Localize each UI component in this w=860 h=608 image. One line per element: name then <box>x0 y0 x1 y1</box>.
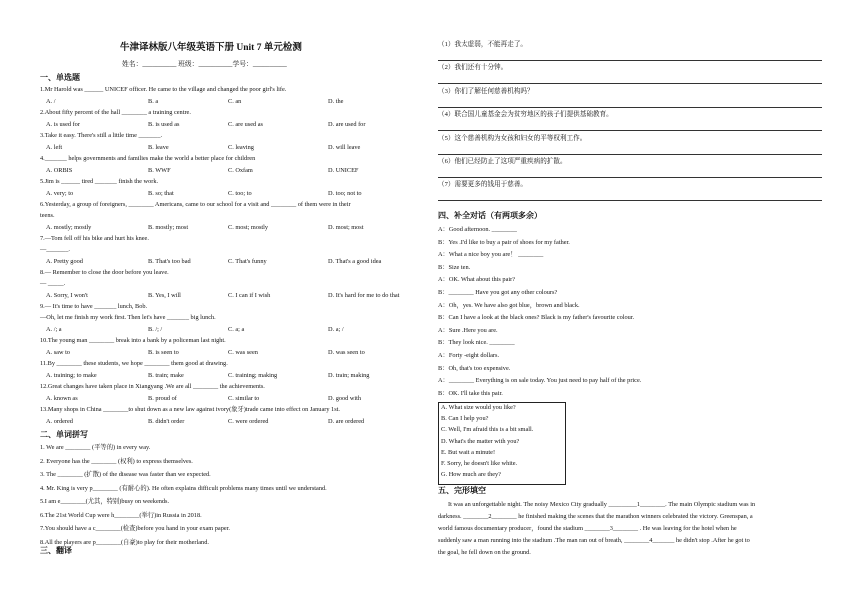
answer-option: D. will leave <box>328 144 361 151</box>
answer-option: A. known as <box>46 395 78 402</box>
question-text: 1.Mr Harold was ______ UNICEF officer. He came to the village and changed the poor girl's life. <box>40 86 287 93</box>
translation-item: （5）这个慈善机构为女孩和妇女的平等权利工作。 <box>438 134 587 142</box>
answer-option: C. are used as <box>228 121 263 128</box>
answer-option: C. I can if I wish <box>228 292 271 299</box>
answer-option: A. ORBIS <box>46 167 73 174</box>
cloze-line: the goal, he fell down on the ground. <box>438 549 531 556</box>
answer-option: B. is seen to <box>148 349 179 356</box>
answer-option: B. a <box>148 98 159 105</box>
question-text: 7.—Tom fell off his bike and hurt his knee. <box>40 235 149 242</box>
answer-option: D. are ordered <box>328 418 365 425</box>
answer-option: A. /; a <box>46 326 62 333</box>
dialogue-option: E. But wait a minute! <box>441 448 496 456</box>
dialogue-line: B：Oh, that's too expensive. <box>438 364 511 372</box>
spelling-item: 3. The ________ (扩散) of the disease was faster than we expected. <box>40 471 211 478</box>
dialogue-option: A. What size would you like? <box>441 404 516 411</box>
dialogue-option: C. Well, I'm afraid this is a bit small. <box>441 426 534 434</box>
spelling-item: 7.You should have a c________(检查)before you hand in your exam paper. <box>40 525 230 532</box>
question-text-continued: —Oh, let me finish my work first. Then let's have _______ big lunch. <box>40 314 216 321</box>
translation-item: （7）需要更多的钱用于慈善。 <box>438 181 528 189</box>
question-text: 11.By ________ these students, we hope ________ them good at drawing. <box>40 360 228 367</box>
answer-option: B. /; / <box>148 326 163 333</box>
dialogue-line: A：Oh，yes. We have also got blue，brown and black. <box>438 301 580 309</box>
question-text: 13.Many shops in China ________to shut down as a new law against ivory(象牙)trade came into effect on January 1st. <box>40 406 340 413</box>
dialogue-line: B：Size ten. <box>438 263 471 271</box>
answer-option: A. training; to make <box>46 372 97 379</box>
dialogue-line: B：OK. I'll take this pair. <box>438 389 503 397</box>
spelling-item: 1. We are ________ (平等的) in every way. <box>40 444 151 451</box>
dialogue-line: B：Can I have a look at the black ones? Black is my father's favourite colour. <box>438 314 635 322</box>
question-text-continued: —_______. <box>40 246 70 253</box>
question-text: 6.Yesterday, a group of foreigners, ________ Americans, came to our school for a visit and ________ of them were in their <box>40 201 351 208</box>
answer-option: B. so; that <box>148 190 174 197</box>
answer-option: B. mostly; most <box>148 224 189 231</box>
spelling-item: 5.I am e________(尤其，特别)busy on weekends. <box>40 498 170 505</box>
section-heading-mcq: 一、单选题 <box>40 73 80 82</box>
answer-option: C. most; mostly <box>228 224 269 231</box>
dialogue-line: A：OK. What about this pair? <box>438 276 516 284</box>
translation-item: （3）你们了解任何慈善机构吗？ <box>438 87 534 95</box>
section-heading-cloze: 五、完形填空 <box>438 486 486 495</box>
exam-title: 牛津译林版八年级英语下册 Unit 7 单元检测 <box>120 43 302 53</box>
translation-item: （4）联合国儿童基金会为贫穷地区的孩子们提供基础教育。 <box>438 111 613 119</box>
answer-line <box>438 154 822 155</box>
answer-option: C. Oxfam <box>228 167 253 174</box>
cloze-line: darkness. ________2________ he finished making the scenes that the marathon winners celebrated the victory. Greenspan, a <box>438 513 753 520</box>
answer-option: C. similar to <box>228 395 260 402</box>
question-text: 10.The young man ________ break into a bank by a policeman last night. <box>40 337 226 344</box>
answer-line <box>438 107 822 108</box>
answer-option: A. / <box>46 98 56 105</box>
translation-item: （2）我们还有十分钟。 <box>438 64 508 72</box>
answer-option: D. train; making <box>328 372 370 379</box>
dialogue-line: A：Forty -eight dollars. <box>438 352 500 359</box>
answer-option: C. training; making <box>228 372 278 379</box>
answer-option: A. Sorry, I won't <box>46 292 88 299</box>
answer-line <box>438 200 822 201</box>
answer-option: D. too; not to <box>328 190 362 197</box>
answer-option: D. are used for <box>328 121 366 128</box>
dialogue-option: F. Sorry, he doesn't like white. <box>441 460 518 467</box>
answer-option: B. is used as <box>148 121 180 128</box>
answer-option: A. ordered <box>46 418 73 425</box>
question-text: 3.Take it easy. There's still a little time _______. <box>40 132 163 139</box>
question-text: 8.— Remember to close the door before you leave. <box>40 269 169 276</box>
answer-option: D. was seen to <box>328 349 365 356</box>
answer-option: B. WWF <box>148 167 171 174</box>
cloze-line: It was an unforgettable night. The noisy Mexico City gradually _________1________. The main Olympic stadium was in <box>448 501 756 508</box>
spelling-item: 6.The 21st World Cup were h________(举行)in Russia in 2018. <box>40 511 202 519</box>
cloze-line: suddenly saw a man running into the stadium .The man ran out of breath, ________4_______ he didn't stop .After he got to <box>438 537 750 544</box>
answer-option: D. That's a good idea <box>328 258 382 265</box>
dialogue-line: B：Yes .I'd like to buy a pair of shoes for my father. <box>438 238 570 246</box>
section-heading-translation: 三、翻译 <box>40 546 72 555</box>
answer-option: C. too; to <box>228 190 252 197</box>
answer-option: D. most; most <box>328 224 364 231</box>
section-heading-spelling: 二、单词拼写 <box>40 430 88 439</box>
answer-option: B. train; make <box>148 372 184 379</box>
question-text-continued: — _____. <box>40 280 66 287</box>
answer-option: C. a; a <box>228 326 245 333</box>
answer-option: B. That's too bad <box>148 258 191 265</box>
translation-item: （6）他们已经防止了这项严重疾病的扩散。 <box>438 158 567 165</box>
answer-line <box>438 83 822 84</box>
answer-line <box>438 130 822 131</box>
dialogue-option: G. How much are they? <box>441 471 501 479</box>
cloze-line: world famous documentary producer，found the stadium ________3________ . He was leaving for the hotel when he <box>438 525 737 532</box>
answer-option: A. very; to <box>46 190 74 197</box>
answer-option: D. the <box>328 98 344 105</box>
student-info-line: 姓名：__________ 班级：__________学号：__________ <box>122 61 287 68</box>
question-text: 12.Great changes have taken place in Xiangyang .We are all ________ the achievements. <box>40 383 265 390</box>
question-text: 9.— It's time to have _______ lunch, Bob. <box>40 303 148 310</box>
question-text: 4._______ helps governments and families make the world a better place for children <box>40 155 256 162</box>
answer-option: B. Yes, I will <box>148 292 181 299</box>
answer-option: D. It's hard for me to do that <box>328 292 400 299</box>
dialogue-line: B：________ Have you got any other colours? <box>438 289 558 296</box>
answer-option: A. saw to <box>46 349 70 356</box>
answer-option: A. left <box>46 144 63 151</box>
question-text-continued: teens. <box>40 212 55 219</box>
question-text: 2.About fifty percent of the hall ________ a training centre. <box>40 109 191 116</box>
dialogue-line: B：They look nice. ________ <box>438 339 515 347</box>
answer-option: A. mostly; mostly <box>46 224 92 231</box>
answer-option: D. a; / <box>328 326 344 333</box>
answer-option: A. is used for <box>46 121 80 128</box>
dialogue-option: B. Can I help you? <box>441 415 489 423</box>
question-text: 5.Jim is ______ tired _______ finish the work. <box>40 178 159 185</box>
dialogue-line: A：Good afternoon. ________ <box>438 226 517 233</box>
spelling-item: 2. Everyone has the ________ (权利) to express themselves. <box>40 457 193 465</box>
dialogue-line: A：________ Everything is on sale today. You just need to pay half of the price. <box>438 377 642 385</box>
answer-line <box>438 60 822 61</box>
answer-line <box>438 177 822 178</box>
section-heading-dialogue: 四、补全对话（有两项多余） <box>438 211 542 220</box>
spelling-item: 4. Mr. King is very p________ (有耐心的). He often explains difficult problems many times until we understand. <box>40 484 327 492</box>
answer-option: D. good with <box>328 395 362 402</box>
answer-option: B. leave <box>148 144 169 151</box>
dialogue-option: D. What's the matter with you? <box>441 437 520 445</box>
answer-option: D. UNICEF <box>328 167 359 174</box>
answer-option: C. an <box>228 98 242 105</box>
answer-option: C. leaving <box>228 144 254 151</box>
answer-option: B. proud of <box>148 395 177 402</box>
answer-option: C. That's funny <box>228 258 267 265</box>
answer-option: B. didn't order <box>148 418 185 425</box>
dialogue-line: A：What a nice boy you are！ ________ <box>438 251 544 259</box>
answer-option: A. Pretty good <box>46 258 83 265</box>
spelling-item: 8.All the players are p________(自豪)to play for their motherland. <box>40 538 209 546</box>
dialogue-line: A：Sure .Here you are. <box>438 326 498 334</box>
translation-item: （1）我太虚弱，不能再走了。 <box>438 41 528 48</box>
answer-option: C. were ordered <box>228 418 269 425</box>
answer-option: C. was seen <box>228 349 258 356</box>
